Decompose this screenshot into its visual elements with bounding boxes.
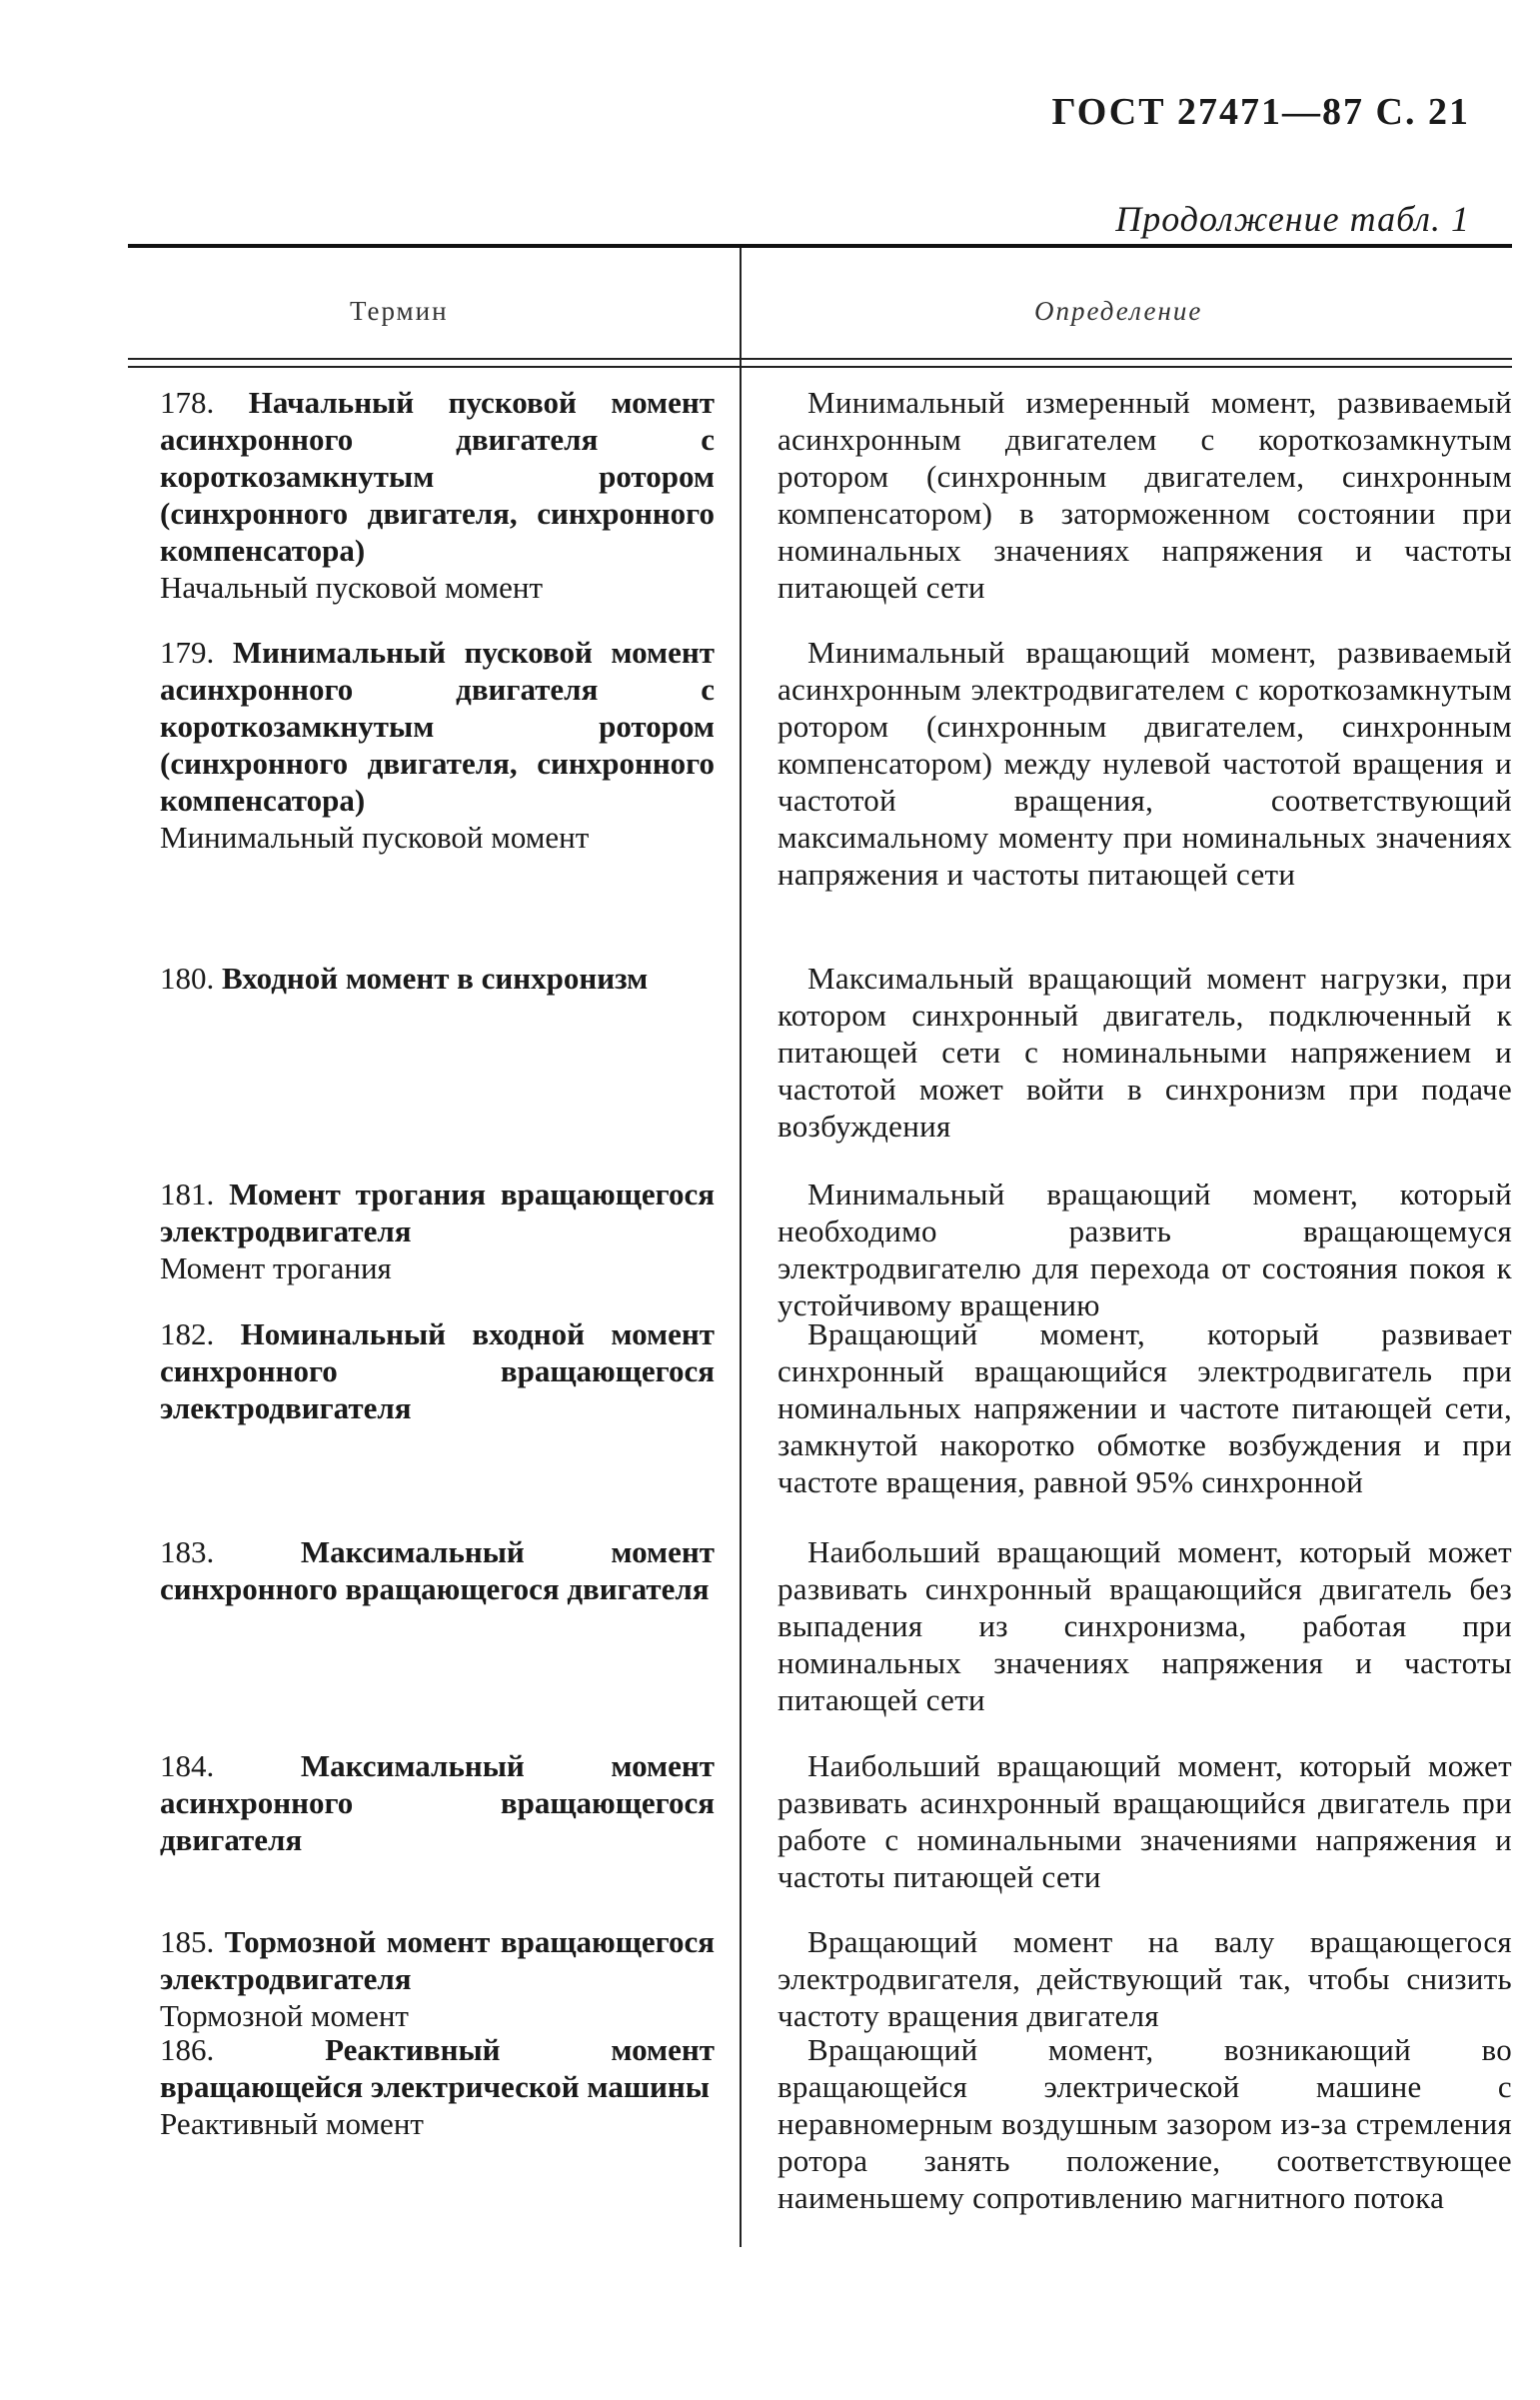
definition-cell: Вращающий момент, возникающий во вращающейся электрической машине с неравномерным воздушным зазором из-за стремления ротора занять положение, соответствующее наименьшему сопротивлению магнитного потока xyxy=(777,2032,1512,2215)
term-name: Начальный пусковой момент асинхронного двигателя с короткозамкнутым ротором (синхронного двигателя, синхронного компенсатора) xyxy=(160,385,715,568)
term-cell xyxy=(160,1176,715,1286)
term-name: Тормозной момент вращающегося электродвигателя xyxy=(160,1924,716,1996)
term-name: Максимальный момент синхронного вращающегося двигателя xyxy=(160,1534,715,1606)
definition-cell: Вращающий момент, который развивает синхронный вращающийся электродвигатель при номинальных напряжении и частоте питающей сети, замкнутой накоротко обмотке возбуждения и при частоте вращения, равной 95% синхронной xyxy=(777,1316,1512,1499)
term-short-form: Начальный пусковой момент xyxy=(160,570,544,605)
page-header: ГОСТ 27471—87 С. 21 xyxy=(1051,91,1470,133)
definition-cell: Минимальный вращающий момент, который необходимо развить вращающемуся электродвигателю для перехода от состояния покоя к устойчивому вращению xyxy=(777,1177,1512,1322)
table-continuation-caption: Продолжение табл. 1 xyxy=(1115,199,1470,239)
term-number: 185. xyxy=(160,1924,215,1959)
table-header-rule xyxy=(128,358,1512,360)
term-name: Максимальный момент асинхронного вращающегося двигателя xyxy=(160,1748,715,1857)
term-cell xyxy=(160,1923,715,2034)
term-number: 181. xyxy=(160,1177,215,1211)
term-cell xyxy=(160,384,715,606)
term-cell xyxy=(160,960,715,997)
term-cell xyxy=(160,1315,715,1426)
table-top-rule xyxy=(128,244,1512,248)
definition-cell: Максимальный вращающий момент нагрузки, при котором синхронный двигатель, подключенный к питающей сети с номинальными напряжением и частотой может войти в синхронизм при подаче возбуждения xyxy=(777,961,1512,1144)
term-number: 184. xyxy=(160,1748,215,1783)
term-number: 186. xyxy=(160,2032,215,2067)
term-short-form: Момент трогания xyxy=(160,1250,392,1285)
term-number: 183. xyxy=(160,1534,215,1569)
term-number: 178. xyxy=(160,385,215,420)
term-short-form: Минимальный пусковой момент xyxy=(160,820,590,855)
column-divider xyxy=(740,248,742,2247)
term-name: Минимальный пусковой момент асинхронного двигателя с короткозамкнутым ротором (синхронного двигателя, синхронного компенсатора) xyxy=(160,635,715,818)
term-cell xyxy=(160,634,715,856)
term-name: Реактивный момент вращающейся электрической машины xyxy=(160,2032,715,2104)
term-name: Входной момент в синхронизм xyxy=(222,961,649,996)
definition-cell: Наибольший вращающий момент, который может развивать синхронный вращающийся двигатель без выпадения из синхронизма, работая при номинальных значениях напряжения и частоты питающей сети xyxy=(777,1534,1512,1717)
term-short-form: Тормозной момент xyxy=(160,1998,409,2033)
definition-cell: Вращающий момент на валу вращающегося электродвигателя, действующий так, чтобы снизить частоту вращения двигателя xyxy=(777,1924,1512,2033)
term-cell xyxy=(160,2031,715,2142)
table-header-rule xyxy=(128,366,1512,368)
column-header-term: Термин xyxy=(350,296,449,326)
term-name: Момент трогания вращающегося электродвигателя xyxy=(160,1177,715,1248)
definition-cell: Минимальный вращающий момент, развиваемый асинхронным электродвигателем с короткозамкнутым ротором (синхронным двигателем, синхронным компенсатором) между нулевой частотой вращения и частотой вращения, соответствующий максимальному моменту при номинальных значениях напряжения и частоты питающей сети xyxy=(777,635,1512,892)
definition-cell: Минимальный измеренный момент, развиваемый асинхронным двигателем с короткозамкнутым ротором (синхронным двигателем, синхронным компенсатором) в заторможенном состоянии при номинальных значениях напряжения и частоты питающей сети xyxy=(777,385,1512,605)
term-number: 180. xyxy=(160,961,215,996)
term-short-form: Реактивный момент xyxy=(160,2106,424,2141)
term-name: Номинальный входной момент синхронного вращающегося электродвигателя xyxy=(160,1316,716,1425)
definition-cell: Наибольший вращающий момент, который может развивать асинхронный вращающийся двигатель при работе с номинальными значениями напряжения и частоты питающей сети xyxy=(777,1748,1512,1894)
term-cell xyxy=(160,1533,715,1607)
term-number: 182. xyxy=(160,1316,215,1351)
column-header-definition: Определение xyxy=(1034,296,1203,326)
term-cell xyxy=(160,1747,715,1858)
term-number: 179. xyxy=(160,635,215,670)
